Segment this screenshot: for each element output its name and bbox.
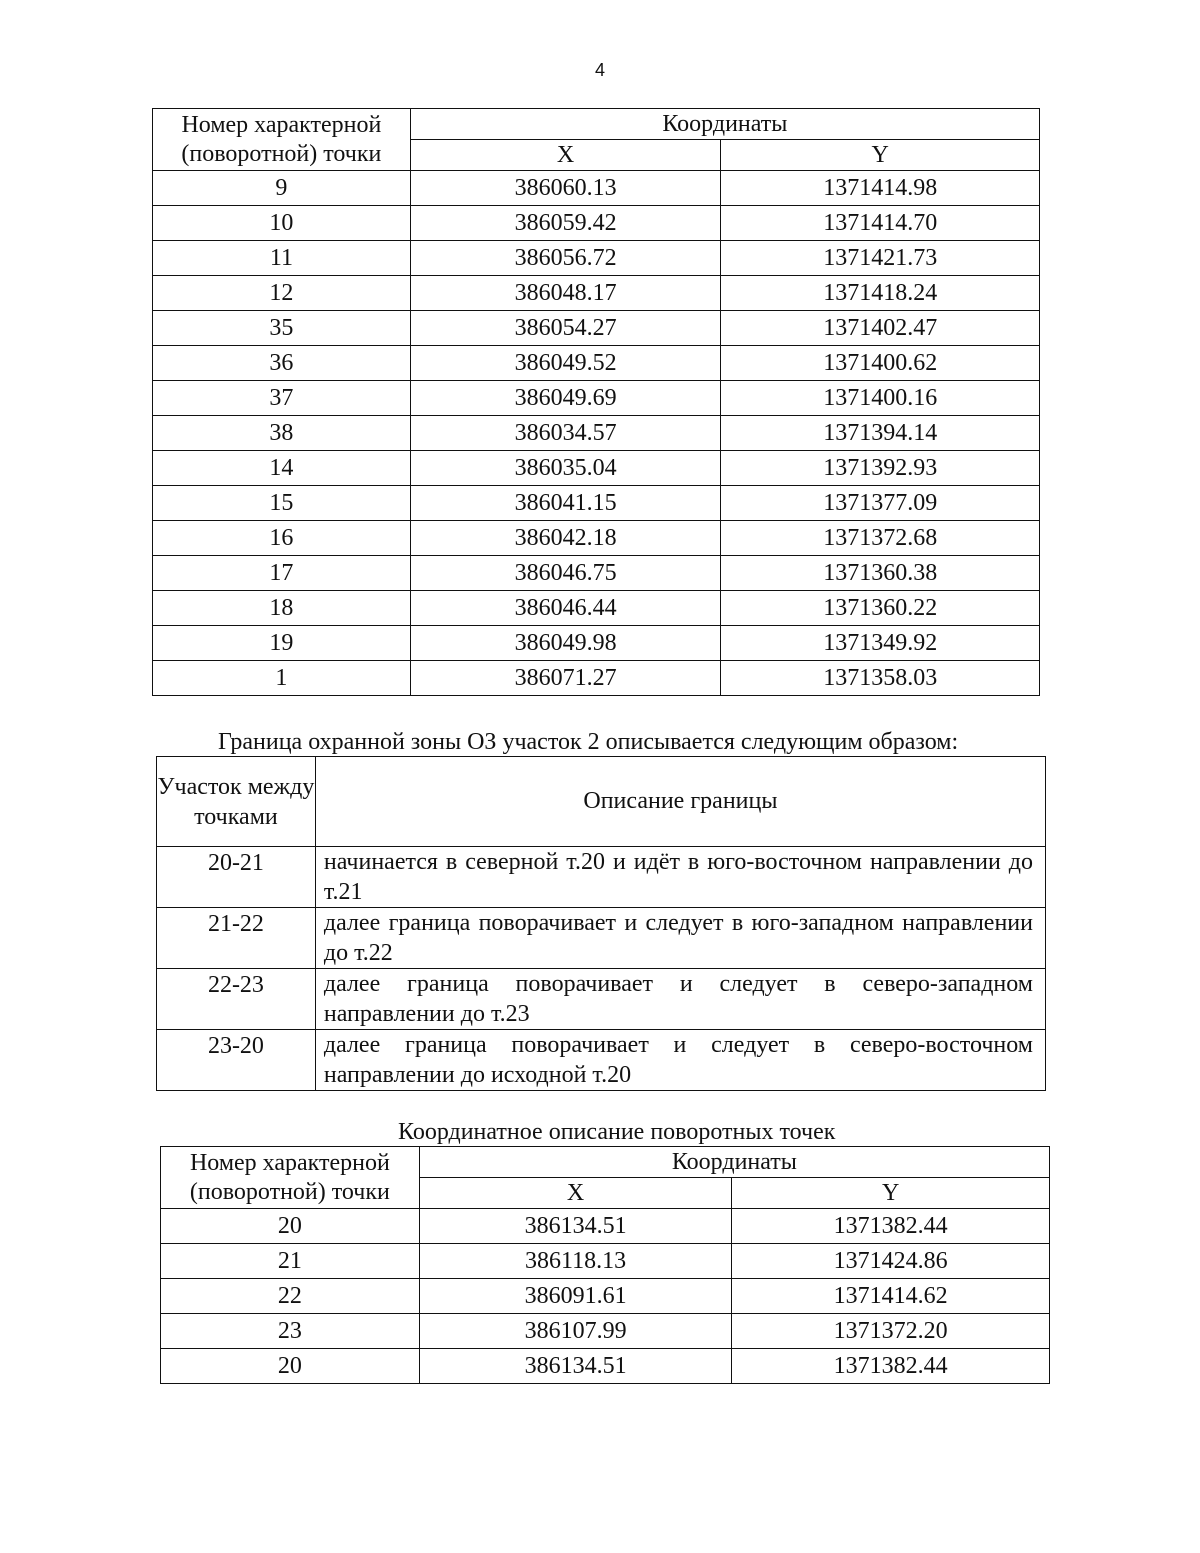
header-y: Y [721, 140, 1040, 171]
table-row [157, 1030, 1046, 1091]
point-cell: 14 [153, 451, 411, 486]
y-cell: 1371414.70 [721, 206, 1040, 241]
y-cell: 1371414.62 [732, 1279, 1050, 1314]
table-row [157, 847, 1046, 908]
y-cell: 1371421.73 [721, 241, 1040, 276]
table-row [161, 1209, 1050, 1244]
y-cell: 1371400.16 [721, 381, 1040, 416]
y-cell: 1371358.03 [721, 661, 1040, 696]
table-row [153, 311, 1040, 346]
section3-caption: Координатное описание поворотных точек [398, 1119, 836, 1145]
y-cell: 1371424.86 [732, 1244, 1050, 1279]
point-cell: 21 [161, 1244, 420, 1279]
y-cell: 1371392.93 [721, 451, 1040, 486]
y-cell: 1371372.68 [721, 521, 1040, 556]
table-row [157, 908, 1046, 969]
table-row [153, 521, 1040, 556]
point-cell: 17 [153, 556, 411, 591]
table-row [153, 556, 1040, 591]
header-point: Номер характерной (поворотной) точки [161, 1147, 420, 1209]
point-cell: 16 [153, 521, 411, 556]
point-cell: 22 [161, 1279, 420, 1314]
y-cell: 1371402.47 [721, 311, 1040, 346]
x-cell: 386059.42 [410, 206, 721, 241]
x-cell: 386046.75 [410, 556, 721, 591]
x-cell: 386060.13 [410, 171, 721, 206]
coordinates-table-2 [160, 1146, 1050, 1384]
y-cell: 1371418.24 [721, 276, 1040, 311]
table-row [153, 626, 1040, 661]
table-row [153, 346, 1040, 381]
x-cell: 386054.27 [410, 311, 721, 346]
description-cell: далее граница поворачивает и следует в юго-западном направлении до т.22 [315, 908, 1045, 969]
header-x: X [410, 140, 721, 171]
y-cell: 1371414.98 [721, 171, 1040, 206]
x-cell: 386034.57 [410, 416, 721, 451]
x-cell: 386134.51 [419, 1209, 732, 1244]
coordinates-table-1 [152, 108, 1040, 696]
table-row [153, 591, 1040, 626]
point-cell: 11 [153, 241, 411, 276]
section2-caption: Граница охранной зоны ОЗ участок 2 описывается следующим образом: [218, 729, 959, 755]
table-row [161, 1349, 1050, 1384]
y-cell: 1371360.22 [721, 591, 1040, 626]
point-cell: 18 [153, 591, 411, 626]
point-cell: 1 [153, 661, 411, 696]
y-cell: 1371372.20 [732, 1314, 1050, 1349]
header-description: Описание границы [315, 757, 1045, 847]
x-cell: 386035.04 [410, 451, 721, 486]
x-cell: 386056.72 [410, 241, 721, 276]
header-point: Номер характерной (поворотной) точки [153, 109, 411, 171]
description-cell: начинается в северной т.20 и идёт в юго-восточном направлении до т.21 [315, 847, 1045, 908]
header-coordinates: Координаты [410, 109, 1039, 140]
x-cell: 386049.52 [410, 346, 721, 381]
segment-cell: 20-21 [157, 847, 316, 908]
y-cell: 1371349.92 [721, 626, 1040, 661]
point-cell: 10 [153, 206, 411, 241]
table-row [161, 1279, 1050, 1314]
point-cell: 15 [153, 486, 411, 521]
point-cell: 23 [161, 1314, 420, 1349]
table-row [153, 241, 1040, 276]
table-row [153, 451, 1040, 486]
y-cell: 1371382.44 [732, 1349, 1050, 1384]
table-row [153, 276, 1040, 311]
y-cell: 1371382.44 [732, 1209, 1050, 1244]
y-cell: 1371394.14 [721, 416, 1040, 451]
table-row [153, 171, 1040, 206]
y-cell: 1371400.62 [721, 346, 1040, 381]
segment-cell: 23-20 [157, 1030, 316, 1091]
x-cell: 386134.51 [419, 1349, 732, 1384]
point-cell: 37 [153, 381, 411, 416]
point-cell: 35 [153, 311, 411, 346]
point-cell: 20 [161, 1349, 420, 1384]
table-row [153, 381, 1040, 416]
point-cell: 36 [153, 346, 411, 381]
x-cell: 386041.15 [410, 486, 721, 521]
table-row [161, 1314, 1050, 1349]
point-cell: 38 [153, 416, 411, 451]
x-cell: 386048.17 [410, 276, 721, 311]
table-row [153, 486, 1040, 521]
point-cell: 9 [153, 171, 411, 206]
x-cell: 386107.99 [419, 1314, 732, 1349]
x-cell: 386049.98 [410, 626, 721, 661]
x-cell: 386046.44 [410, 591, 721, 626]
y-cell: 1371360.38 [721, 556, 1040, 591]
x-cell: 386091.61 [419, 1279, 732, 1314]
y-cell: 1371377.09 [721, 486, 1040, 521]
header-x: X [419, 1178, 732, 1209]
point-cell: 12 [153, 276, 411, 311]
segment-cell: 21-22 [157, 908, 316, 969]
table-row [153, 206, 1040, 241]
x-cell: 386042.18 [410, 521, 721, 556]
table-row [157, 969, 1046, 1030]
x-cell: 386071.27 [410, 661, 721, 696]
x-cell: 386049.69 [410, 381, 721, 416]
page-number: 4 [594, 60, 605, 80]
description-cell: далее граница поворачивает и следует в северо-западном направлении до т.23 [315, 969, 1045, 1030]
point-cell: 20 [161, 1209, 420, 1244]
header-y: Y [732, 1178, 1050, 1209]
table-row [153, 661, 1040, 696]
description-cell: далее граница поворачивает и следует в северо-восточном направлении до исходной т.20 [315, 1030, 1045, 1091]
header-segment: Участок между точками [157, 757, 316, 847]
x-cell: 386118.13 [419, 1244, 732, 1279]
table-row [153, 416, 1040, 451]
point-cell: 19 [153, 626, 411, 661]
segment-cell: 22-23 [157, 969, 316, 1030]
table-row [161, 1244, 1050, 1279]
header-coordinates: Координаты [419, 1147, 1049, 1178]
boundary-description-table [156, 756, 1046, 1091]
